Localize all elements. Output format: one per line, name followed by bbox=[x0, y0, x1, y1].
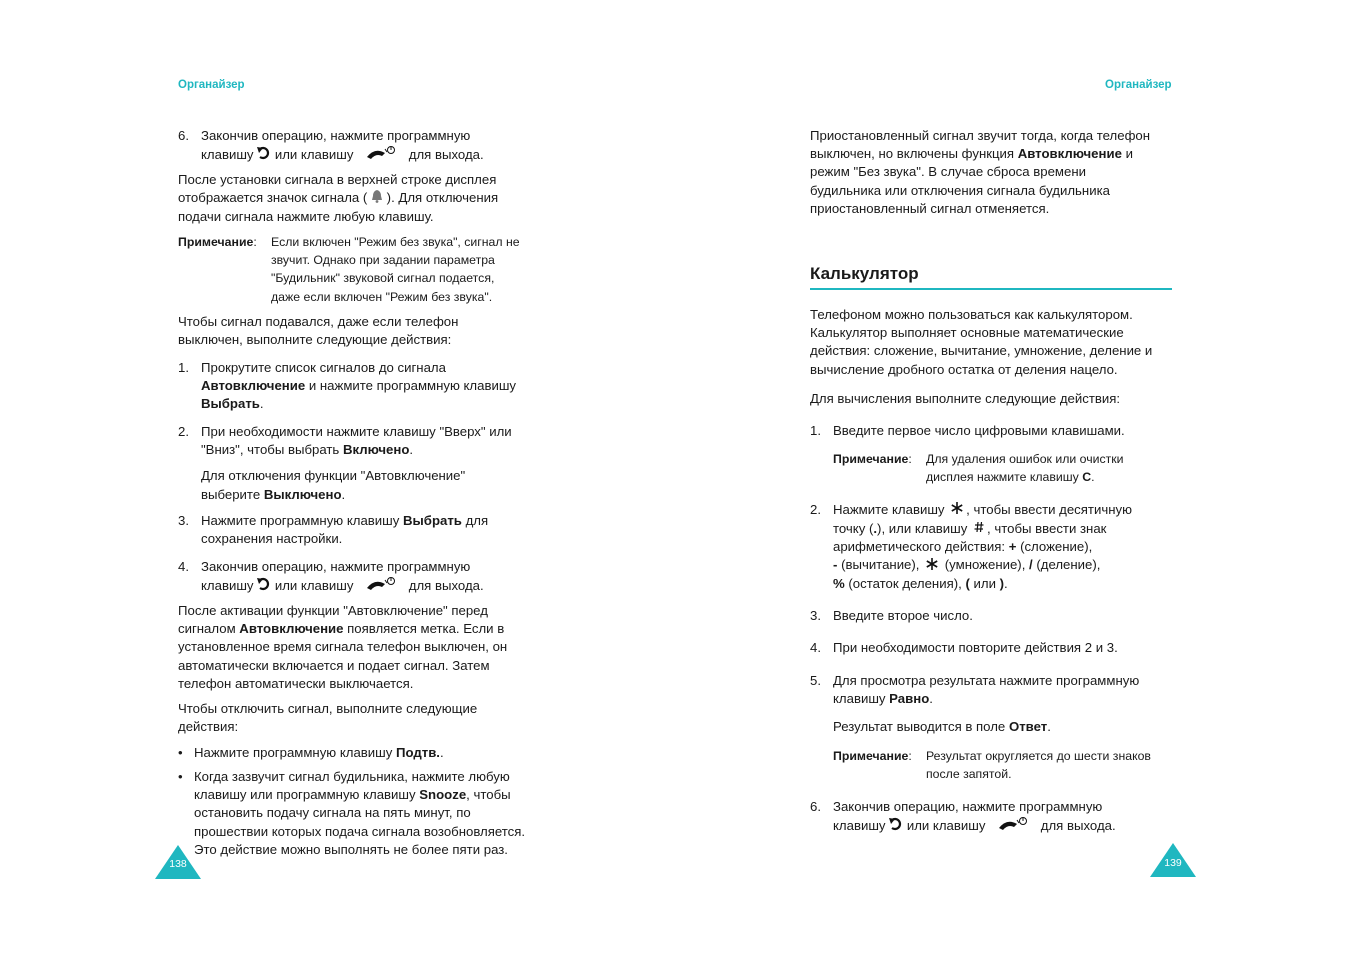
step-3: 3. Введите второе число. bbox=[810, 608, 973, 623]
step-6: 6. Закончив операцию, нажмите программную клавишу или клавишу для выхода. bbox=[178, 127, 538, 166]
paragraph-alarm-icon: После установки сигнала в верхней строке дисплея отображается значок сигнала ( ). Для отключения подачи сигнала нажмите любую клавишу. bbox=[178, 172, 499, 225]
page-number: 139 bbox=[1164, 857, 1182, 869]
page-number: 138 bbox=[169, 858, 187, 870]
end-call-icon bbox=[365, 576, 397, 597]
bullet-item: • Когда зазвучит сигнал будильника, нажмите любую клавишу или программную клавишу Snooze, чтобы остановить подачу сигнала на пять минут, по прошествии которых подача сигнала возобновляется. Это действие можно выполнять не более пяти раз. bbox=[178, 769, 526, 857]
step-1: 1. Введите первое число цифровыми клавишами. bbox=[810, 423, 1125, 438]
star-key-icon bbox=[926, 557, 938, 575]
star-key-icon bbox=[951, 501, 963, 519]
end-call-icon bbox=[997, 816, 1029, 837]
paragraph-steps-intro: Для вычисления выполните следующие действия: bbox=[810, 391, 1121, 406]
hash-key-icon bbox=[974, 520, 984, 538]
back-arrow-icon bbox=[257, 577, 271, 596]
back-arrow-icon bbox=[889, 817, 903, 836]
step-2: 2. При необходимости нажмите клавишу "Вверх" или "Вниз", чтобы выбрать Включено. Для отключения функции "Автовключение" выберите Выключено. bbox=[178, 424, 512, 502]
paragraph-calculator-intro: Телефоном можно пользоваться как калькулятором. Калькулятор выполняет основные математические действия: сложение, вычитание, умножение, деление и вычисление дробного остатка от деления нацело. bbox=[810, 307, 1153, 377]
paragraph-intro-steps: Чтобы сигнал подавался, даже если телефон выключен, выполните следующие действия: bbox=[178, 314, 459, 348]
step-3: 3. Нажмите программную клавишу Выбрать для сохранения настройки. bbox=[178, 513, 489, 547]
step-4: 4. Закончив операцию, нажмите программную клавишу или клавишу для выхода. bbox=[178, 558, 548, 597]
paragraph-suspended: Приостановленный сигнал звучит тогда, когда телефон выключен, но включены функция Автовключение и режим "Без звука". В случае сброса времени будильника или отключения сигнала будильника приостановленный сигнал отменяется. bbox=[810, 128, 1151, 216]
step-5: 5. Для просмотра результата нажмите программную клавишу Равно. Результат выводится в поле Ответ. bbox=[810, 673, 1140, 735]
back-arrow-icon bbox=[257, 146, 271, 165]
step-1: 1. Прокрутите список сигналов до сигнала Автовключение и нажмите программную клавишу Выбрать. bbox=[178, 360, 517, 412]
end-call-icon bbox=[365, 145, 397, 166]
step-2: 2. Нажмите клавишу , чтобы ввести десятичную точку (.), или клавишу , чтобы ввести знак арифметического действия: + (сложение), - (вычитание), (умножение), / (деление), % (остаток деления), ( или ). bbox=[810, 502, 1132, 592]
step-6: 6. Закончив операцию, нажмите программную клавишу или клавишу для выхода. bbox=[810, 798, 1180, 837]
section-divider bbox=[810, 288, 1172, 290]
left-page bbox=[0, 0, 675, 954]
bullet-item: • Нажмите программную клавишу Подтв.. bbox=[178, 745, 444, 760]
note: Примечание: Результат округляется до шести знаков после запятой. bbox=[833, 749, 1151, 782]
running-header: Органайзер bbox=[1105, 79, 1172, 91]
note: Примечание: Если включен "Режим без звука", сигнал не звучит. Однако при задании параметра "Будильник" звуковой сигнал подается, даже если включен "Режим без звука". bbox=[178, 235, 520, 304]
right-page bbox=[675, 0, 1351, 954]
running-header: Органайзер bbox=[178, 79, 245, 91]
alarm-bell-icon bbox=[371, 189, 383, 208]
note: Примечание: Для удаления ошибок или очистки дисплея нажмите клавишу C. bbox=[833, 452, 1124, 485]
step-4: 4. При необходимости повторите действия 2 и 3. bbox=[810, 640, 1118, 655]
paragraph-disable: Чтобы отключить сигнал, выполните следующие действия: bbox=[178, 701, 478, 735]
section-title: Калькулятор bbox=[810, 264, 919, 283]
paragraph-activation: После активации функции "Автовключение" перед сигналом Автовключение появляется метка. Если в установленное время сигнала телефон выключен, он автоматически включается и подает сигнал. Затем телефон автоматически выключается. bbox=[178, 603, 508, 691]
